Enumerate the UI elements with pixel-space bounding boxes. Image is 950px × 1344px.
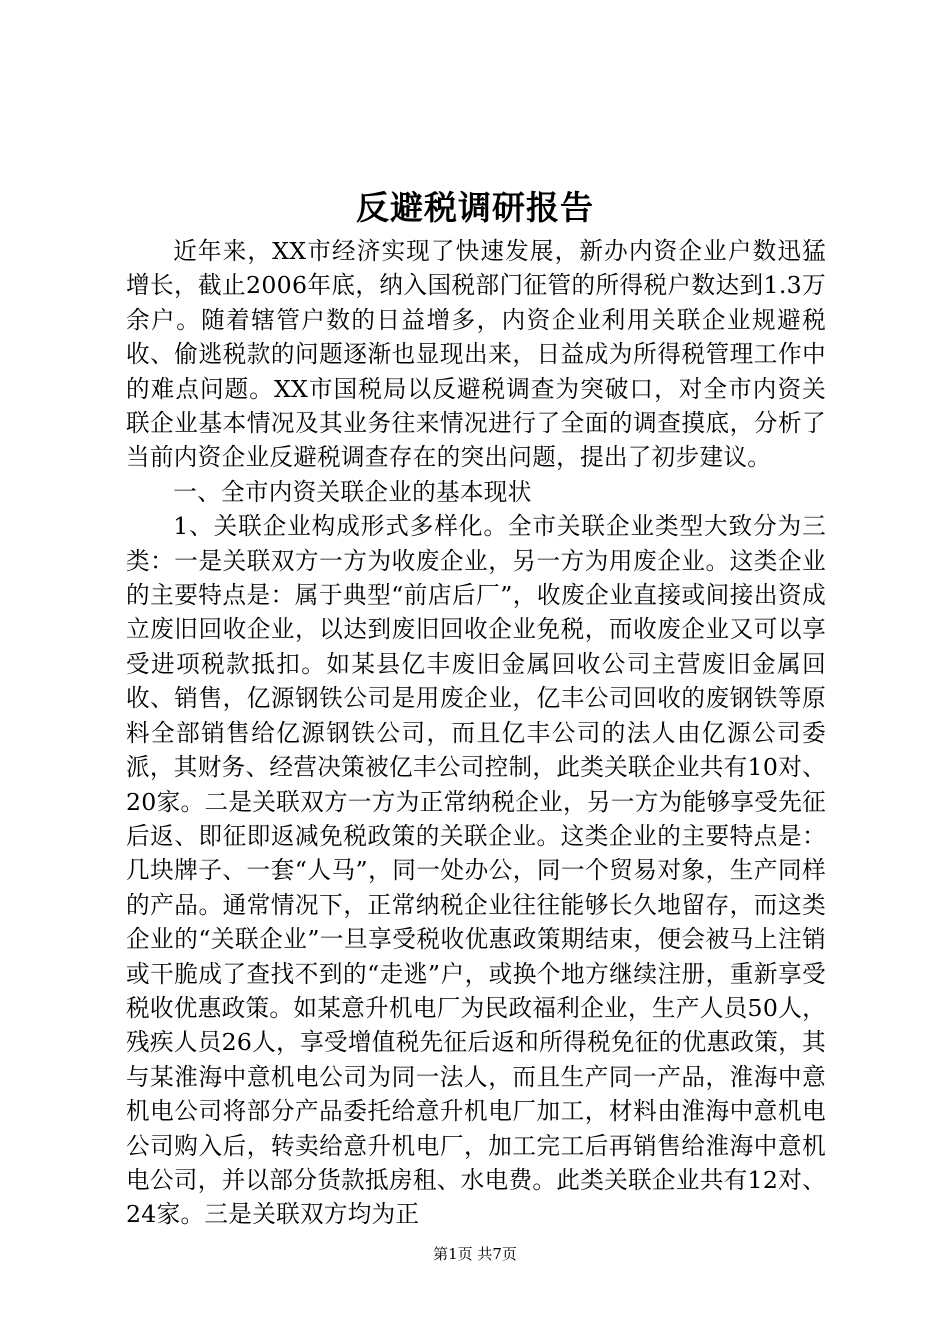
page-footer: 第1页 共7页 [433,1245,517,1263]
section-paragraph: 1、关联企业构成形式多样化。全市关联企业类型大致分为三类：一是关联双方一方为收废企业，另一方为用废企业。这类企业的主要特点是：属于典型“前店后厂”，收废企业直接或间接出资成立废旧回收企业，以达到废旧回收企业免税，而收废企业又可以享受进项税款抵扣。如某县亿丰废旧金属回收公司主营废旧金属回收、销售，亿源钢铁公司是用废企业，亿丰公司回收的废钢铁等原料全部销售给亿源钢铁公司，而且亿丰公司的法人由亿源公司委派，其财务、经营决策被亿丰公司控制，此类关联企业共有10对、20家。二是关联双方一方为正常纳税企业，另一方为能够享受先征后返、即征即返减免税政策的关联企业。这类企业的主要特点是：几块牌子、一套“人马”，同一处办公，同一个贸易对象，生产同样的产品。通常情况下，正常纳税企业往往能够长久地留存，而这类企业的“关联企业”一旦享受税收优惠政策期结束，便会被马上注销或干脆成了查找不到的“走逃”户，或换个地方继续注册，重新享受税收优惠政策。如某意升机电厂为民政福利企业，生产人员50人，残疾人员26人，享受增值税先征后返和所得税免征的优惠政策，其与某淮海中意机电公司为同一法人，而且生产同一产品，淮海中意机电公司将部分产品委托给意升机电厂加工，材料由淮海中意机电公司购入后，转卖给意升机电厂，加工完工后再销售给淮海中意机电公司，并以部分货款抵房租、水电费。此类关联企业共有12对、24家。三是关联双方均为正 [126,512,826,1229]
document-title: 反避税调研报告 [356,188,594,227]
intro-paragraph: 近年来，XX市经济实现了快速发展，新办内资企业户数迅猛增长，截止2006年底，纳入国税部门征管的所得税户数达到1.3万余户。随着辖管户数的日益增多，内资企业利用关联企业规避税收、偷逃税款的问题逐渐也显现出来，日益成为所得税管理工作中的难点问题。XX市国税局以反避税调查为突破口，对全市内资关联企业基本情况及其业务往来情况进行了全面的调查摸底，分析了当前内资企业反避税调查存在的突出问题，提出了初步建议。 [126,237,826,472]
document-body [126,234,826,1232]
section-heading: 一、全市内资关联企业的基本现状 [173,477,532,506]
